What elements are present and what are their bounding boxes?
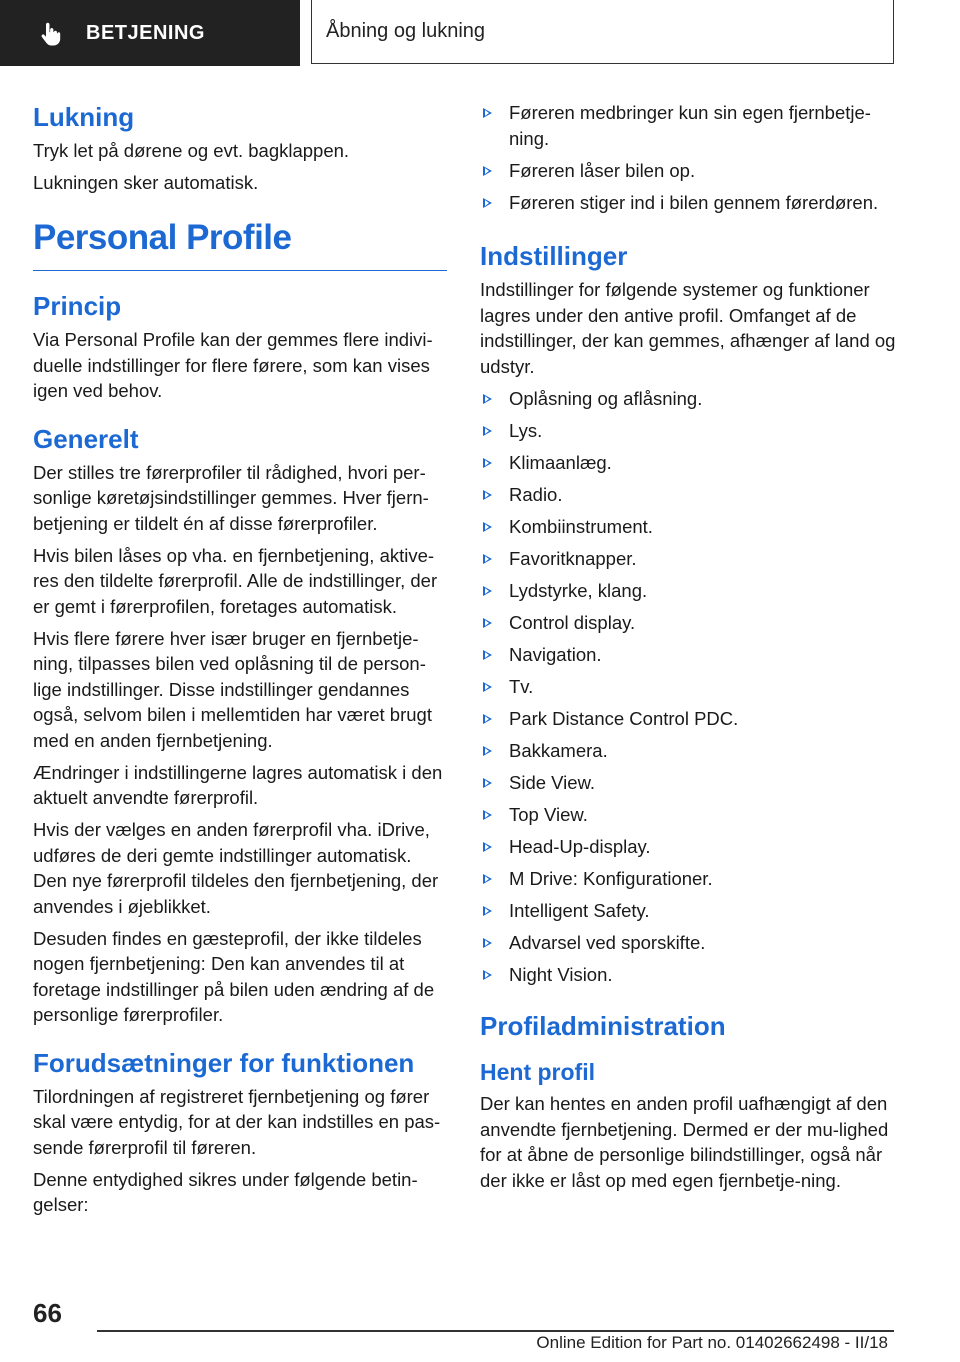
page-number: 66 bbox=[33, 1298, 62, 1328]
list-item: Bakkamera. bbox=[480, 738, 896, 764]
paragraph: Der stilles tre førerprofiler til rådighed, hvori per-sonlige køretøjsindstillinger gemmes. Hver fjern-betjening er tildelt én af disse førerprofiler. bbox=[33, 461, 429, 534]
list-item: Navigation. bbox=[480, 642, 896, 668]
list-item: Føreren stiger ind i bilen gennem førerdøren. bbox=[480, 190, 896, 216]
list-item: Night Vision. bbox=[480, 962, 896, 988]
left-column bbox=[33, 100, 449, 1236]
triangle-bullet-icon bbox=[483, 778, 492, 788]
paragraph: Tryk let på dørene og evt. bagklappen. bbox=[33, 140, 350, 161]
list-item: Favoritknapper. bbox=[480, 546, 896, 572]
triangle-bullet-icon bbox=[483, 906, 492, 916]
triangle-bullet-icon bbox=[483, 108, 492, 118]
paragraph: Lukningen sker automatisk. bbox=[33, 172, 259, 193]
hent-profil-section bbox=[480, 1057, 896, 1193]
triangle-bullet-icon bbox=[483, 810, 492, 820]
paragraph: Der kan hentes en anden profil uafhængigt af den anvendte fjernbetjening. Dermed er der mu-lighed for at åbne de personlige bilindstillinger, også når der ikke er låst op med egen fjernbetje-ning. bbox=[480, 1093, 889, 1191]
list-item: M Drive: Konfigurationer. bbox=[480, 866, 896, 892]
triangle-bullet-icon bbox=[483, 874, 492, 884]
paragraph: Hvis der vælges en anden førerprofil vha. iDrive, udføres de deri gemte indstillinger automatisk. Den nye førerprofil tildeles den fjernbetjening, der anvendes i øjeblikket. bbox=[33, 819, 439, 917]
hent-profil-heading: Hent profil bbox=[480, 1059, 595, 1085]
list-item: Side View. bbox=[480, 770, 896, 796]
heading-rule bbox=[33, 270, 447, 272]
paragraph: Indstillinger for følgende systemer og funktioner lagres under den antive profil. Omfanget af de indstillinger, der kan gemmes, afhænger af land og udstyr. bbox=[480, 279, 896, 377]
edition-text: Online Edition for Part no. 01402662498 - II/18 bbox=[536, 1333, 888, 1352]
generelt-section bbox=[33, 422, 449, 1028]
right-column bbox=[480, 100, 896, 1211]
list-item: Head-Up-display. bbox=[480, 834, 896, 860]
generelt-heading: Generelt bbox=[33, 423, 139, 454]
triangle-bullet-icon bbox=[483, 682, 492, 692]
paragraph: Denne entydighed sikres under følgende betin-gelser: bbox=[33, 1168, 418, 1215]
triangle-bullet-icon bbox=[483, 842, 492, 852]
page-header bbox=[0, 0, 960, 66]
hand-pointer-icon bbox=[38, 20, 64, 46]
profiladministration-heading: Profiladministration bbox=[480, 1011, 726, 1041]
triangle-bullet-icon bbox=[483, 490, 492, 500]
chapter-tab bbox=[311, 0, 894, 64]
lukning-heading: Lukning bbox=[33, 102, 135, 132]
personal-profile-chapter bbox=[33, 214, 449, 272]
list-item: Intelligent Safety. bbox=[480, 898, 896, 924]
princip-heading: Princip bbox=[33, 291, 122, 321]
triangle-bullet-icon bbox=[483, 458, 492, 468]
paragraph: Via Personal Profile kan der gemmes flere indivi-duelle indstillinger for flere førere, som kan vises igen ved behov. bbox=[33, 329, 433, 401]
indstillinger-heading: Indstillinger bbox=[480, 241, 628, 271]
list-item: Føreren medbringer kun sin egen fjernbetje-ning. bbox=[480, 100, 896, 151]
triangle-bullet-icon bbox=[483, 618, 492, 628]
triangle-bullet-icon bbox=[483, 198, 492, 208]
list-item: Radio. bbox=[480, 482, 896, 508]
triangle-bullet-icon bbox=[483, 650, 492, 660]
triangle-bullet-icon bbox=[483, 522, 492, 532]
list-item: Lydstyrke, klang. bbox=[480, 578, 896, 604]
chapter-title: Åbning og lukning bbox=[326, 20, 486, 42]
triangle-bullet-icon bbox=[483, 426, 492, 436]
list-item: Advarsel ved sporskifte. bbox=[480, 930, 896, 956]
forudsaetninger-heading: Forudsætninger for funktionen bbox=[33, 1047, 415, 1078]
list-item: Park Distance Control PDC. bbox=[480, 706, 896, 732]
list-item: Føreren låser bilen op. bbox=[480, 158, 896, 184]
section-tab bbox=[0, 0, 300, 66]
triangle-bullet-icon bbox=[483, 970, 492, 980]
forudsaetninger-section bbox=[33, 1046, 449, 1218]
personal-profile-heading: Personal Profile bbox=[33, 217, 292, 257]
list-item: Oplåsning og aflåsning. bbox=[480, 386, 896, 412]
list-item: Control display. bbox=[480, 610, 896, 636]
triangle-bullet-icon bbox=[483, 166, 492, 176]
profiladministration-section bbox=[480, 1009, 896, 1043]
list-item: Tv. bbox=[480, 674, 896, 700]
triangle-bullet-icon bbox=[483, 394, 492, 404]
section-label: BETJENING bbox=[86, 21, 205, 44]
lukning-section bbox=[33, 100, 449, 196]
list-item: Top View. bbox=[480, 802, 896, 828]
triangle-bullet-icon bbox=[483, 586, 492, 596]
princip-section bbox=[33, 289, 449, 404]
triangle-bullet-icon bbox=[483, 746, 492, 756]
indstillinger-section bbox=[480, 239, 896, 987]
paragraph: Tilordningen af registreret fjernbetjening og fører skal være entydig, for at der kan indstilles en pas-sende førerprofil til føreren. bbox=[33, 1085, 441, 1158]
triangle-bullet-icon bbox=[483, 714, 492, 724]
list-item: Klimaanlæg. bbox=[480, 450, 896, 476]
paragraph: Ændringer i indstillingerne lagres automatisk i den aktuelt anvendte førerprofil. bbox=[33, 761, 443, 808]
triangle-bullet-icon bbox=[483, 554, 492, 564]
footer-rule bbox=[97, 1330, 894, 1332]
settings-list bbox=[480, 386, 896, 988]
paragraph: Hvis bilen låses op vha. en fjernbetjening, aktive-res den tildelte førerprofil. Alle de indstillinger, der er gemt i førerprofilen, foretages automatisk. bbox=[33, 544, 438, 617]
list-item: Lys. bbox=[480, 418, 896, 444]
paragraph: Desuden findes en gæsteprofil, der ikke tildeles nogen fjernbetjening: Den kan anvendes til at foretage indstillinger på bilen uden ændring af de personlige førerprofiler. bbox=[33, 927, 435, 1025]
triangle-bullet-icon bbox=[483, 938, 492, 948]
paragraph: Hvis flere førere hver især bruger en fjernbetje-ning, tilpasses bilen ved oplåsning til de person-lige indstillinger. Disse indstillinger gendannes også, selvom bilen i mellemtiden har været brugt med en anden fjernbetjening. bbox=[33, 627, 432, 751]
conditions-list bbox=[480, 100, 896, 215]
list-item: Kombiinstrument. bbox=[480, 514, 896, 540]
